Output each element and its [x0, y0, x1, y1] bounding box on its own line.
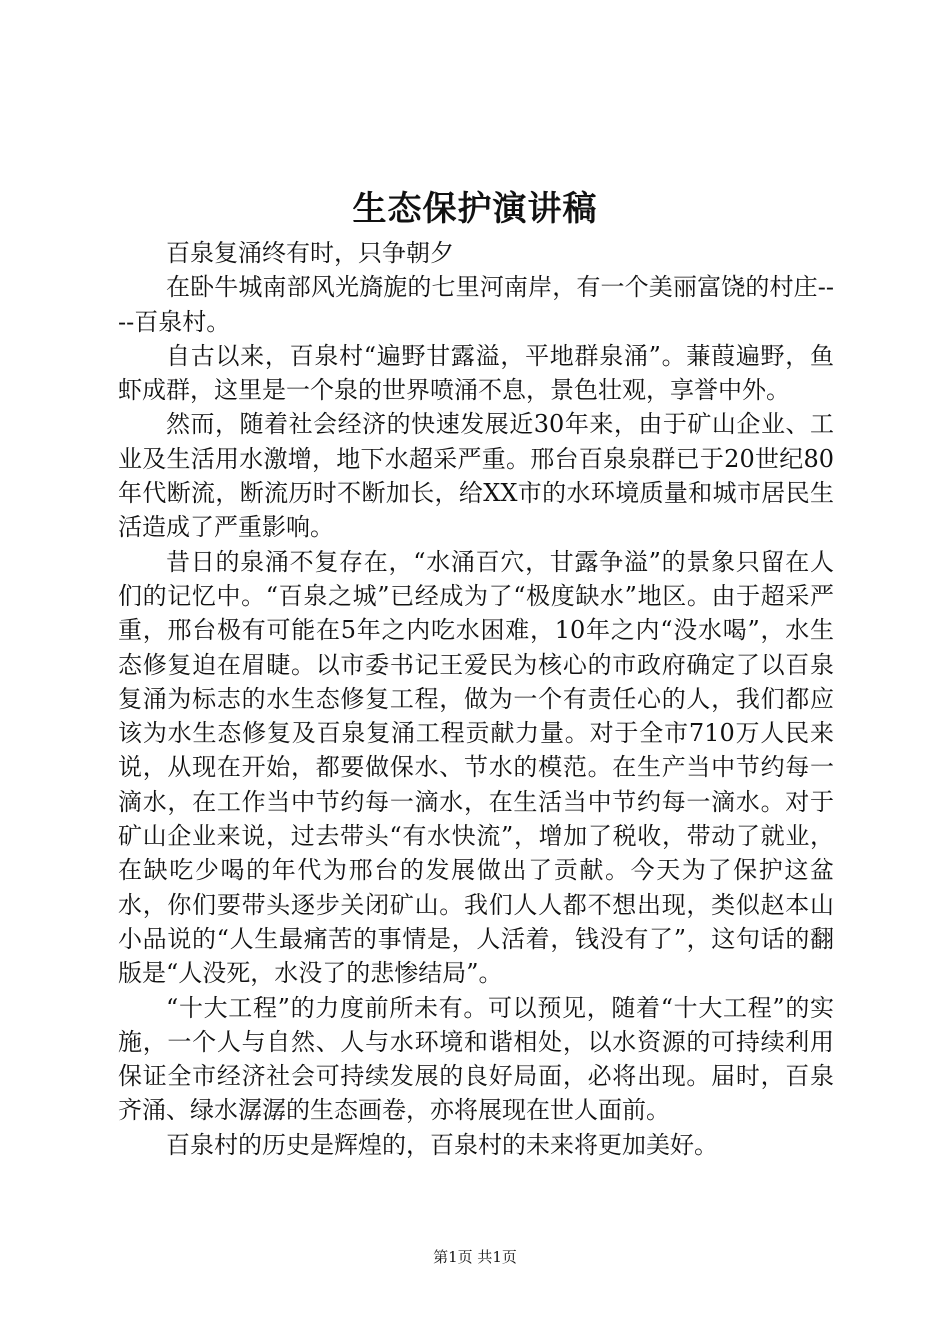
document-body: [118, 236, 834, 1162]
document-title: 生态保护演讲稿: [352, 189, 598, 229]
paragraph: 然而，随着社会经济的快速发展近30年来，由于矿山企业、工业及生活用水激增，地下水超采严重。邢台百泉泉群已于20世纪80年代断流，断流历时不断加长，给XX市的水环境质量和城市居民生活造成了严重影响。: [118, 410, 834, 542]
paragraph: “十大工程”的力度前所未有。可以预见，随着“十大工程”的实施，一个人与自然、人与水环境和谐相处，以水资源的可持续利用保证全市经济社会可持续发展的良好局面，必将出现。届时，百泉齐涌、绿水潺潺的生态画卷，亦将展现在世人面前。: [118, 993, 834, 1125]
paragraph: 百泉村的历史是辉煌的，百泉村的未来将更加美好。: [166, 1130, 718, 1159]
page-number-footer: 第1页 共1页: [433, 1248, 517, 1266]
paragraph: 昔日的泉涌不复存在，“水涌百穴，甘露争溢”的景象只留在人们的记忆中。“百泉之城”已经成为了“极度缺水”地区。由于超采严重，邢台极有可能在5年之内吃水困难，10年之内“没水喝”，水生态修复迫在眉睫。以市委书记王爱民为核心的市政府确定了以百泉复涌为标志的水生态修复工程，做为一个有责任心的人，我们都应该为水生态修复及百泉复涌工程贡献力量。对于全市710万人民来说，从现在开始，都要做保水、节水的模范。在生产当中节约每一滴水，在工作当中节约每一滴水，在生活当中节约每一滴水。对于矿山企业来说，过去带头“有水快流”，增加了税收，带动了就业，在缺吃少喝的年代为邢台的发展做出了贡献。今天为了保护这盆水，你们要带头逐步关闭矿山。我们人人都不想出现，类似赵本山小品说的“人生最痛苦的事情是，人活着，钱没有了”，这句话的翻版是“人没死，水没了的悲惨结局”。: [118, 547, 834, 988]
paragraph-subtitle: 百泉复涌终有时，只争朝夕: [166, 239, 454, 267]
paragraph: 在卧牛城南部风光旖旎的七里河南岸，有一个美丽富饶的村庄----百泉村。: [118, 273, 834, 336]
paragraph: 自古以来，百泉村“遍野甘露溢，平地群泉涌”。蒹葭遍野，鱼虾成群，这里是一个泉的世界喷涌不息，景色壮观，享誉中外。: [118, 341, 834, 405]
